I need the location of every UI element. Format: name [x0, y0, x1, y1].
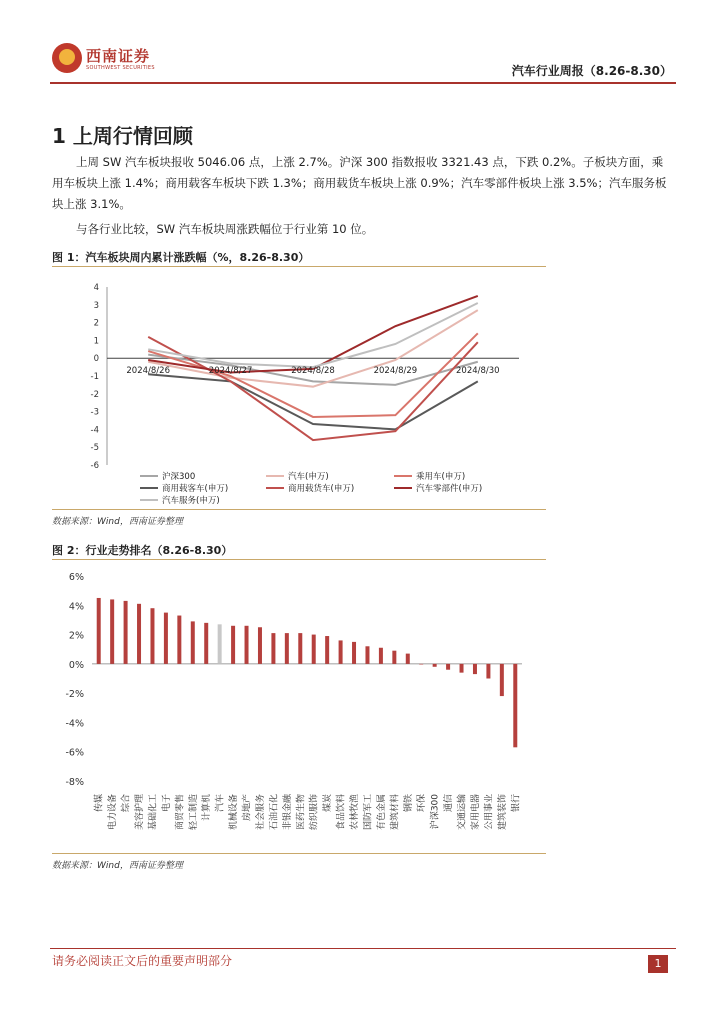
- figure2-bottom-rule: [52, 853, 546, 854]
- y-tick-label-0: 4: [93, 283, 99, 293]
- category-label-13: 石油石化: [269, 794, 280, 831]
- y-tick-label-8: -4: [90, 425, 99, 436]
- figure2-title: 图 2：行业走势排名（8.26-8.30）: [52, 544, 233, 557]
- bar-26: [446, 664, 450, 670]
- bar-0: [97, 598, 101, 664]
- y-tick-label-2: 2: [93, 318, 99, 329]
- logo-emblem-icon: [52, 43, 82, 73]
- bar-9: [218, 624, 222, 664]
- bar-2: [124, 601, 128, 664]
- bar-20: [365, 646, 369, 664]
- bar-27: [460, 664, 464, 673]
- y-tick-label-4: -2%: [65, 689, 84, 701]
- category-label-26: 通信: [444, 794, 455, 813]
- bar-17: [325, 636, 329, 664]
- category-label-27: 交通运输: [457, 794, 468, 831]
- category-label-24: 环保: [417, 794, 428, 813]
- category-label-7: 轻工制造: [188, 794, 199, 831]
- legend-label-3: 商用载客车(申万): [162, 484, 229, 494]
- line-chart: [52, 270, 546, 508]
- category-label-19: 农林牧渔: [350, 794, 361, 831]
- y-tick-label-7: -8%: [65, 777, 84, 788]
- y-tick-label-0: 6%: [68, 572, 84, 583]
- logo-english-name: SOUTHWEST SECURITIES: [86, 65, 155, 71]
- y-tick-label-1: 4%: [68, 601, 84, 613]
- category-label-18: 食品饮料: [336, 794, 347, 831]
- category-label-25: 沪深300: [430, 794, 441, 830]
- footer-divider: [50, 948, 676, 949]
- legend-label-2: 乘用车(申万): [416, 472, 466, 482]
- y-tick-label-1: 3: [93, 300, 99, 311]
- category-label-15: 医药生物: [296, 794, 307, 831]
- bar-8: [204, 623, 208, 664]
- bar-25: [433, 664, 437, 667]
- category-label-30: 建筑装饰: [497, 794, 508, 831]
- series-line-6: [148, 303, 478, 367]
- figure2-source: 数据来源：Wind，西南证券整理: [52, 861, 183, 871]
- category-label-8: 计算机: [202, 794, 213, 822]
- y-tick-label-2: 2%: [68, 630, 84, 642]
- category-label-1: 电力设备: [108, 794, 119, 831]
- bar-3: [137, 604, 141, 664]
- legend-label-1: 汽车(申万): [288, 472, 329, 482]
- y-tick-label-10: -6: [90, 461, 99, 471]
- figure1-source: 数据来源：Wind，西南证券整理: [52, 517, 183, 527]
- legend-label-6: 汽车服务(申万): [162, 496, 220, 506]
- figure1-title: 图 1：汽车板块周内累计涨跌幅（%，8.26-8.30）: [52, 251, 310, 264]
- category-label-6: 商贸零售: [175, 794, 186, 831]
- y-tick-label-3: 1: [93, 336, 99, 347]
- x-tick-label-2: 2024/8/28: [291, 366, 335, 377]
- x-tick-label-1: 2024/8/27: [208, 366, 253, 377]
- category-label-9: 汽车: [215, 794, 226, 813]
- category-label-11: 房地产: [242, 794, 253, 822]
- bar-5: [164, 613, 168, 664]
- bar-14: [285, 633, 289, 664]
- category-label-0: 传媒: [94, 794, 105, 813]
- x-tick-label-3: 2024/8/29: [373, 366, 418, 377]
- bar-23: [406, 654, 410, 664]
- section-heading: 1 上周行情回顾: [52, 124, 193, 148]
- category-label-16: 纺织服饰: [309, 794, 320, 831]
- footer-disclaimer: 请务必阅读正文后的重要声明部分: [52, 954, 233, 968]
- bar-29: [486, 664, 490, 679]
- category-label-10: 机械设备: [229, 794, 240, 831]
- category-label-17: 煤炭: [323, 794, 334, 813]
- y-tick-label-6: -2: [90, 389, 99, 400]
- bar-12: [258, 627, 262, 664]
- category-label-14: 非银金融: [282, 794, 293, 831]
- bar-7: [191, 621, 195, 663]
- bar-19: [352, 642, 356, 664]
- category-label-2: 综合: [121, 794, 132, 813]
- header-divider: [50, 82, 676, 84]
- report-title: 汽车行业周报（8.26-8.30）: [511, 64, 672, 78]
- bar-10: [231, 626, 235, 664]
- category-label-29: 公用事业: [484, 794, 495, 831]
- bar-16: [312, 635, 316, 664]
- bar-15: [298, 633, 302, 664]
- bar-21: [379, 648, 383, 664]
- category-label-28: 家用电器: [470, 794, 481, 831]
- figure1-bottom-rule: [52, 509, 546, 510]
- bar-1: [110, 599, 114, 663]
- category-label-20: 国防军工: [363, 794, 374, 831]
- company-logo: [52, 43, 182, 77]
- category-label-22: 建筑材料: [390, 794, 401, 831]
- bar-6: [177, 616, 181, 664]
- page-number: 1: [648, 955, 668, 973]
- bar-31: [513, 664, 517, 747]
- bar-13: [271, 633, 275, 664]
- bar-11: [245, 626, 249, 664]
- legend-label-0: 沪深300: [162, 472, 196, 482]
- bar-28: [473, 664, 477, 674]
- summary-paragraph: 上周 SW 汽车板块报收 5046.06 点，上涨 2.7%。沪深 300 指数报收 3321.43 点，下跌 0.2%。子板块方面，乘用车板块上涨 1.4%；商用载客车板块下跌 1.3%；商用载货车板块上涨 0.9%；汽车零部件板块上涨 3.5%；汽车服务板块上涨 3.1%。: [52, 155, 667, 211]
- y-tick-label-9: -5: [90, 443, 99, 454]
- y-tick-label-6: -6%: [65, 747, 84, 759]
- ranking-paragraph: 与各行业比较，SW 汽车板块周涨跌幅位于行业第 10 位。: [76, 222, 374, 236]
- category-label-5: 电子: [161, 794, 172, 813]
- figure1-top-rule: [52, 266, 546, 267]
- category-label-3: 美容护理: [135, 794, 146, 831]
- bar-22: [392, 651, 396, 664]
- bar-24: [419, 664, 423, 665]
- category-label-21: 有色金属: [376, 794, 387, 831]
- legend-label-5: 汽车零部件(申万): [416, 484, 483, 494]
- category-label-12: 社会服务: [255, 794, 266, 831]
- y-tick-label-4: 0: [93, 354, 99, 365]
- bar-chart: [52, 562, 546, 852]
- bar-30: [500, 664, 504, 696]
- y-tick-label-7: -3: [90, 407, 99, 418]
- x-tick-label-4: 2024/8/30: [456, 366, 500, 377]
- logo-chinese-name: 西南证券: [86, 47, 151, 65]
- y-tick-label-5: -1: [90, 372, 99, 382]
- bar-18: [339, 640, 343, 663]
- x-tick-label-0: 2024/8/26: [126, 366, 170, 377]
- legend-label-4: 商用载货车(申万): [288, 484, 355, 494]
- category-label-23: 钢铁: [403, 794, 414, 813]
- category-label-31: 银行: [511, 794, 522, 813]
- category-label-4: 基础化工: [148, 794, 159, 831]
- y-tick-label-3: 0%: [68, 659, 84, 671]
- figure2-top-rule: [52, 559, 546, 560]
- y-tick-label-5: -4%: [65, 718, 84, 730]
- bar-4: [150, 608, 154, 664]
